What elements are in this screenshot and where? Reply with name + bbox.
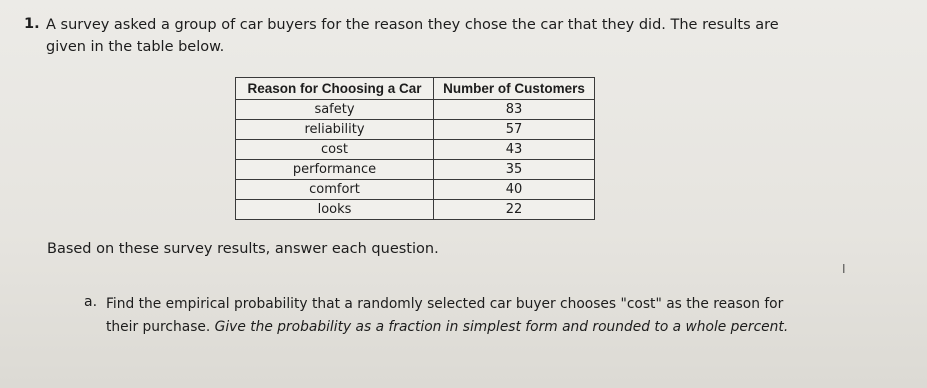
count-cell: 43 — [434, 140, 595, 160]
reason-cell: cost — [236, 140, 434, 160]
part-a-question — [106, 293, 796, 339]
count-cell: 22 — [434, 200, 595, 220]
table-row — [236, 180, 595, 200]
table-row — [236, 140, 595, 160]
table-header-row — [236, 78, 595, 100]
count-cell: 57 — [434, 120, 595, 140]
reason-cell: performance — [236, 160, 434, 180]
question-intro: A survey asked a group of car buyers for the reason they chose the car that they did. The results are given in the table below. — [46, 17, 779, 55]
count-cell: 35 — [434, 160, 595, 180]
part-a-emphasis: Give the probability as a fraction in simplest form and rounded to a whole percent. — [214, 319, 789, 335]
column-header-customers: Number of Customers — [434, 78, 595, 100]
reason-cell: comfort — [236, 180, 434, 200]
question-number: 1. — [24, 16, 40, 32]
stray-pencil-mark: I — [842, 262, 846, 276]
reason-cell: reliability — [236, 120, 434, 140]
table-row — [236, 120, 595, 140]
table-row — [236, 160, 595, 180]
survey-table — [235, 77, 595, 220]
part-a-text: Find the empirical probability that a randomly selected car buyer chooses "cost" as the reason for their purchase. — [106, 296, 784, 335]
reason-cell: safety — [236, 100, 434, 120]
part-a-letter: a. — [84, 294, 98, 310]
column-header-reason: Reason for Choosing a Car — [236, 78, 434, 100]
instruction-text: Based on these survey results, answer each question. — [47, 241, 439, 257]
count-cell: 83 — [434, 100, 595, 120]
table-row — [236, 200, 595, 220]
table-row — [236, 100, 595, 120]
reason-cell: looks — [236, 200, 434, 220]
count-cell: 40 — [434, 180, 595, 200]
